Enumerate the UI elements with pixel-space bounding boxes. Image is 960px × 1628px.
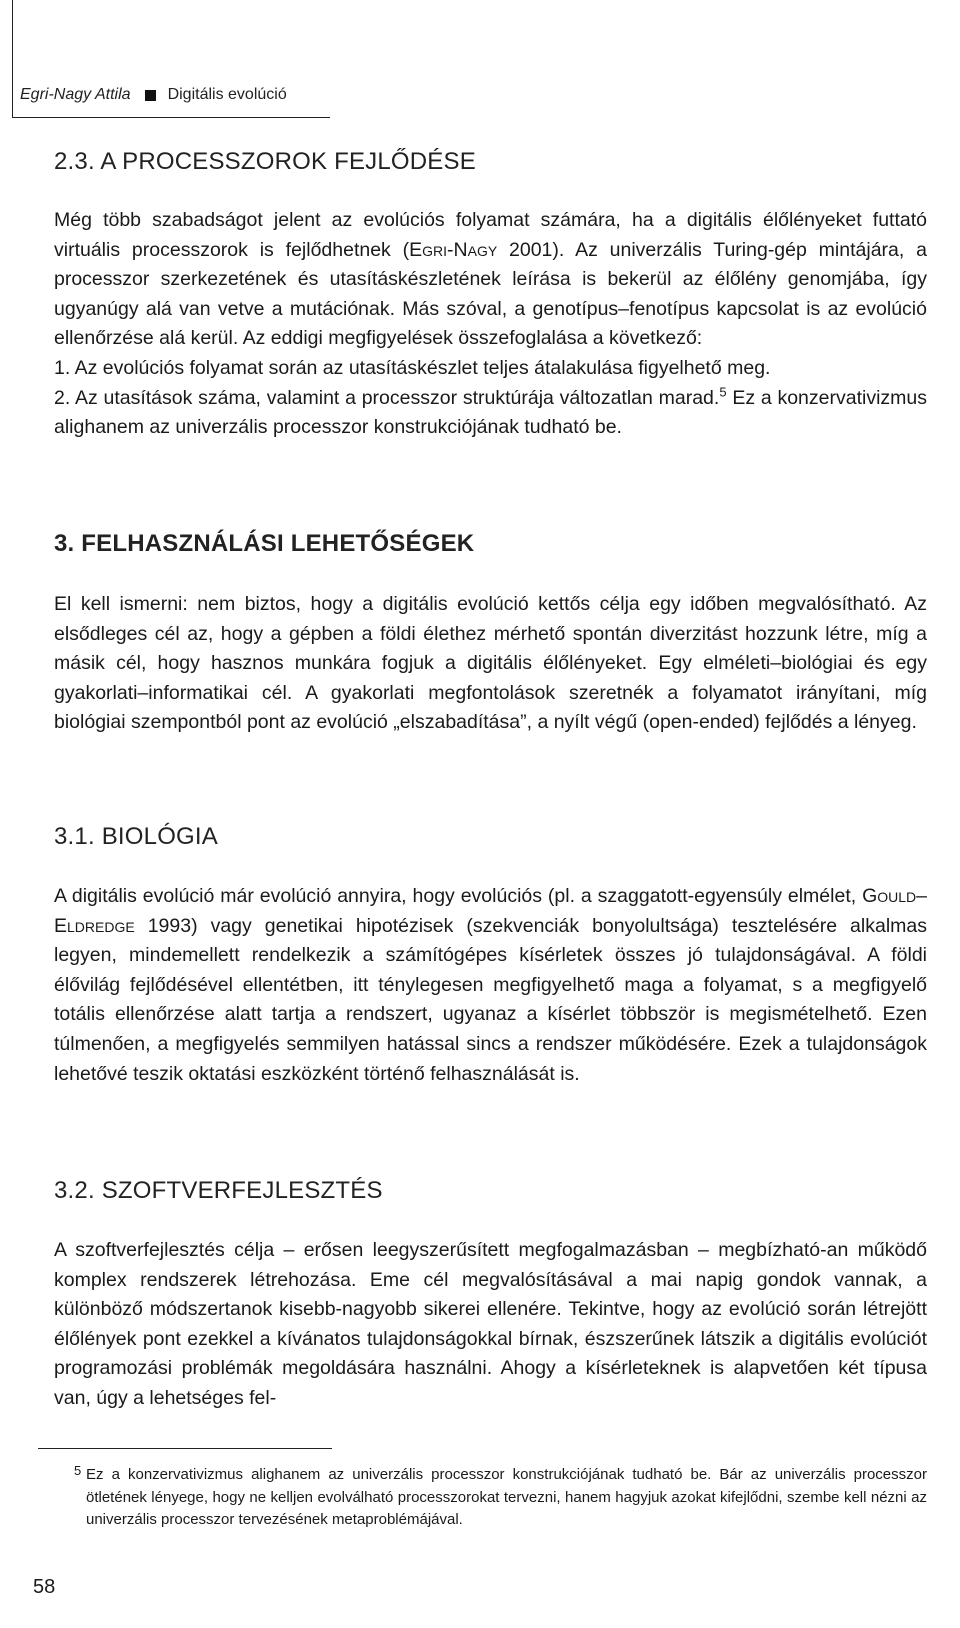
paragraph [54, 206, 927, 354]
section-heading-2-3: 2.3. A PROCESSZOROK FEJLŐDÉSE [54, 148, 476, 175]
list-item-2 [54, 384, 927, 443]
citation-author: Gould–Eldredge [54, 885, 927, 937]
page-number: 58 [33, 1576, 56, 1598]
text-run: 2. Az utasítások száma, valamint a processzor struktúrája változatlan marad. [54, 386, 720, 409]
text-run: A digitális evolúció már evolúció annyira, hogy evolúciós (pl. a szaggatott-egyensúly elmélet, [54, 885, 863, 907]
section-heading-3: 3. FELHASZNÁLÁSI LEHETŐSÉGEK [54, 530, 475, 557]
footnote-rule [38, 1448, 332, 1449]
section-3-1-body [54, 882, 927, 1089]
margin-vertical-rule [12, 0, 13, 118]
square-bullet-icon [145, 90, 156, 101]
section-2-3-body [54, 206, 927, 443]
footnote-text: Ez a konzervativizmus alighanem az univerzális processzor konstrukciójának tudható be. Bár az univerzális processzor ötletének lényege, hogy ne kelljen evolválható processzorokat tervezni, hanem hagyjuk azokat kifejlődni, szembe kell nézni az univerzális processzor tervezésének metaproblémájával. [86, 1466, 927, 1528]
running-header [20, 86, 287, 104]
header-rule [12, 117, 330, 118]
citation-author: Egri-Nagy [409, 238, 498, 261]
footnote-reference: 5 [719, 384, 727, 400]
list-item-1: 1. Az evolúciós folyamat során az utasításkészlet teljes átalakulása figyelhető meg. [54, 356, 771, 379]
text-run: 1993) vagy genetikai hipotézisek (szekvenciák bonyolultsága) tesztelésére alkalmas legyen, mindemellett rendelkezik a számítógépes kísérletek összes jó tulajdonságával. A földi élővilág fejlődésével ellentétben, itt ténylegesen megfigyelhető maga a folyamat, s a megfigyelő totális ellenőrzése alatt tartja a rendszert, ugyanaz a kísérlet többször is megismételhető. Ezen túlmenően, a megfigyelés semmilyen hatással sincs a rendszer működésére. Ezek a tulajdonságok lehetővé teszik oktatási eszközként történő felhasználását is. [54, 914, 927, 1085]
header-author: Egri-Nagy Attila [20, 86, 131, 103]
section-3-body [54, 590, 927, 738]
paragraph: El kell ismerni: nem biztos, hogy a digitális evolúció kettős célja egy időben megvalósítható. Az elsődleges cél az, hogy a gépben a földi élethez mérhető spontán diverzitást hozzunk létre, míg a másik cél, hogy hasznos munkára fogjuk a digitális élőlényeket. Egy elméleti–biológiai és egy gyakorlati–informatikai cél. A gyakorlati megfontolások szeretnék a folyamatot irányítani, míg biológiai szempontból pont az evolúció „elszabadítása”, a nyílt végű (open-ended) fejlődés a lényeg. [54, 593, 927, 734]
header-title: Digitális evolúció [167, 86, 287, 103]
section-heading-3-1: 3.1. BIOLÓGIA [54, 823, 219, 850]
text-run: Ez a konzervativizmus alighanem az univerzális processzor konstrukciójának tudható be. [54, 386, 927, 439]
footnote [74, 1463, 927, 1532]
text-run: 2001). Az univerzális Turing-gép mintájára, a processzor szerkezetének és utasításkészletének leírása is bekerül az élőlény genomjába, így ugyanúgy alá van vetve a mutációnak. Más szóval, a genotípus–fenotípus kapcsolat is az evolúció ellenőrzése alá kerül. Az eddigi megfigyelések összefoglalása a következő: [54, 238, 927, 350]
paragraph: A szoftverfejlesztés célja – erősen leegyszerűsített megfogalmazásban – megbízható-an működő komplex rendszerek létrehozása. Eme cél megvalósításával a mai napig gondok vannak, a különböző módszertanok kisebb-nagyobb sikerei ellenére. Tekintve, hogy az evolúció során létrejött élőlények pont ezekkel a kívánatos tulajdonságokkal bírnak, észszerűnek látszik a digitális evolúciót programozási problémák megoldására használni. Ahogy a kísérleteknek is alapvetően két típusa van, úgy a lehetséges fel- [54, 1239, 927, 1409]
footnote-mark: 5 [74, 1463, 82, 1478]
section-heading-3-2: 3.2. SZOFTVERFEJLESZTÉS [54, 1177, 383, 1204]
text-run: Még több szabadságot jelent az evolúciós folyamat számára, ha a digitális élőlényeket futtató virtuális processzorok is fejlődhetnek ( [54, 209, 927, 261]
section-3-2-body [54, 1236, 927, 1414]
paragraph [54, 882, 927, 1089]
